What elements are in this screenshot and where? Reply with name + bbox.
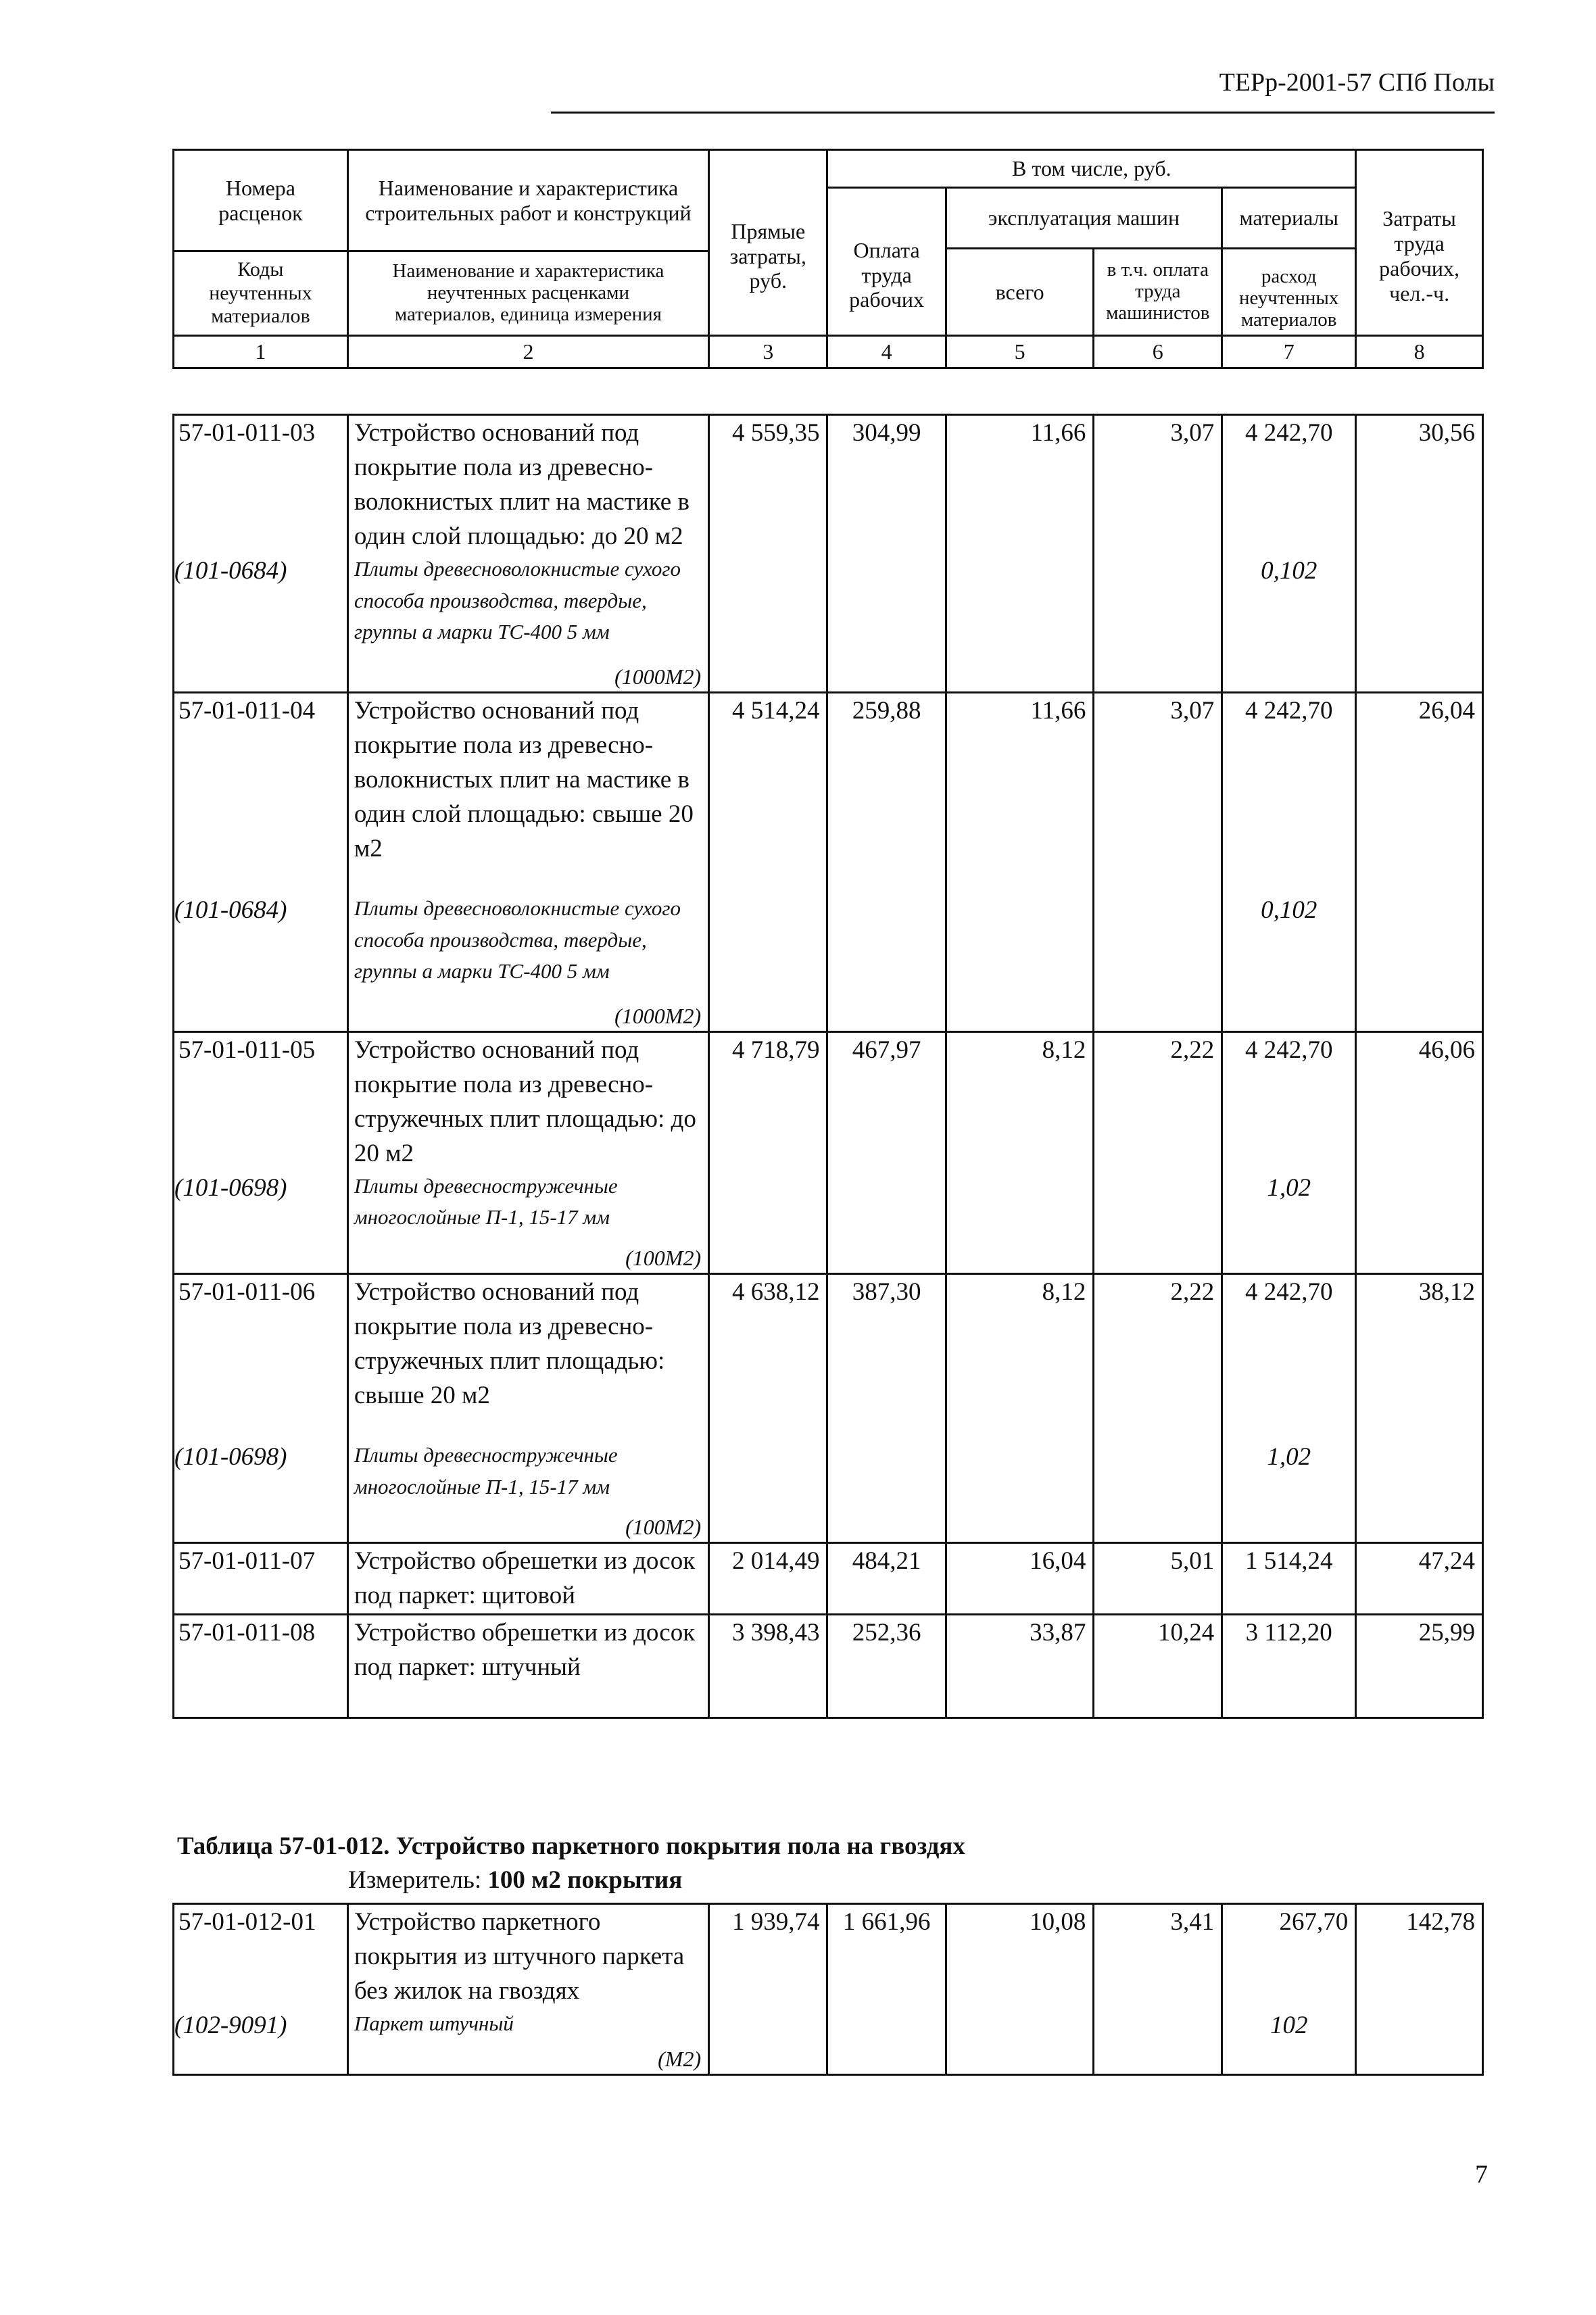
col2-header-bottom: Наименование и характеристика неучтенных расценками материалов, единица измерения bbox=[347, 251, 708, 336]
materials-cost: 4 242,70 bbox=[1222, 692, 1356, 866]
labor-pay: 484,21 bbox=[827, 1543, 946, 1614]
material-code: (101-0698) bbox=[174, 1413, 348, 1543]
rates-table-2 bbox=[172, 1903, 1484, 2076]
table-row bbox=[174, 1031, 1483, 1171]
col-number-6: 6 bbox=[1094, 336, 1222, 368]
materials-cost: 267,70 bbox=[1222, 1904, 1356, 2009]
direct-costs: 1 939,74 bbox=[709, 1904, 827, 2009]
material-row bbox=[174, 1171, 1483, 1274]
rate-code: 57-01-011-05 bbox=[174, 1031, 348, 1171]
machinists-pay: 3,41 bbox=[1094, 1904, 1222, 2009]
machines-total: 8,12 bbox=[946, 1031, 1094, 1171]
table-row bbox=[174, 1904, 1483, 2009]
material-row bbox=[174, 554, 1483, 692]
col-number-3: 3 bbox=[709, 336, 827, 368]
col8-header: Затраты труда рабочих, чел.-ч. bbox=[1356, 150, 1483, 336]
rate-name: Устройство оснований под покрытие пола из древесно-волокнистых плит на мастике в один слой площадью: до 20 м2 bbox=[347, 415, 708, 554]
including-group-header: В том числе, руб. bbox=[827, 150, 1356, 188]
col4-header: Оплата труда рабочих bbox=[827, 188, 946, 336]
labor-pay: 467,97 bbox=[827, 1031, 946, 1171]
rate-name: Устройство оснований под покрытие пола из древесно-стружечных плит площадью: до 20 м2 bbox=[347, 1031, 708, 1171]
col3-header: Прямые затраты, руб. bbox=[709, 150, 827, 336]
machines-total: 33,87 bbox=[946, 1614, 1094, 1717]
material-name: Паркет штучный bbox=[354, 2012, 514, 2036]
labor-hours: 26,04 bbox=[1356, 692, 1483, 866]
direct-costs: 4 514,24 bbox=[709, 692, 827, 866]
table-row bbox=[174, 692, 1483, 866]
document-title: ТЕРр-2001-57 СПб Полы bbox=[1219, 68, 1495, 97]
unit: (100М2) bbox=[625, 1515, 702, 1540]
table-row bbox=[174, 1543, 1483, 1614]
material-name: Плиты древесностружечные многослойные П-1, 15-17 мм bbox=[354, 1443, 618, 1498]
materials-group-header: материалы bbox=[1222, 188, 1356, 249]
machines-total: 8,12 bbox=[946, 1274, 1094, 1413]
machinists-pay: 2,22 bbox=[1094, 1274, 1222, 1413]
direct-costs: 4 638,12 bbox=[709, 1274, 827, 1413]
material-code: (101-0684) bbox=[174, 554, 348, 692]
machinists-pay: 10,24 bbox=[1094, 1614, 1222, 1717]
page-number: 7 bbox=[1475, 2160, 1488, 2189]
col6-header: в т.ч. оплата труда машинистов bbox=[1094, 249, 1222, 336]
meter-label: Измеритель: bbox=[348, 1866, 482, 1894]
labor-pay: 259,88 bbox=[827, 692, 946, 866]
column-header-table bbox=[172, 149, 1484, 369]
machines-group-header: эксплуатация машин bbox=[946, 188, 1222, 249]
col-number-4: 4 bbox=[827, 336, 946, 368]
machines-total: 10,08 bbox=[946, 1904, 1094, 2009]
material-name: Плиты древесноволокнистые сухого способа производства, твердые, группы а марки ТС-400 5 мм bbox=[354, 896, 681, 983]
machines-total: 11,66 bbox=[946, 415, 1094, 554]
table-title: Таблица 57-01-012. Устройство паркетного покрытия пола на гвоздях bbox=[177, 1832, 965, 1860]
material-row bbox=[174, 2008, 1483, 2074]
labor-hours: 38,12 bbox=[1356, 1274, 1483, 1413]
col5-header: всего bbox=[946, 249, 1094, 336]
col-number-7: 7 bbox=[1222, 336, 1356, 368]
meter-value: 100 м2 покрытия bbox=[487, 1866, 683, 1894]
col1-header-top: Номера расценок bbox=[174, 150, 348, 251]
machinists-pay: 2,22 bbox=[1094, 1031, 1222, 1171]
unit: (1000М2) bbox=[614, 1003, 702, 1028]
material-consumption: 1,02 bbox=[1222, 1413, 1356, 1543]
material-code: (101-0698) bbox=[174, 1171, 348, 1274]
unit: (100М2) bbox=[625, 1245, 702, 1270]
rate-code: 57-01-011-03 bbox=[174, 415, 348, 554]
table-row bbox=[174, 415, 1483, 554]
material-consumption: 0,102 bbox=[1222, 866, 1356, 1031]
direct-costs: 3 398,43 bbox=[709, 1614, 827, 1717]
materials-cost: 4 242,70 bbox=[1222, 1031, 1356, 1171]
table-row bbox=[174, 1614, 1483, 1717]
rate-name: Устройство оснований под покрытие пола из древесно-волокнистых плит на мастике в один слой площадью: свыше 20 м2 bbox=[347, 692, 708, 866]
material-consumption: 0,102 bbox=[1222, 554, 1356, 692]
col-number-2: 2 bbox=[347, 336, 708, 368]
material-row bbox=[174, 1413, 1483, 1543]
rates-table bbox=[172, 414, 1484, 1719]
labor-pay: 1 661,96 bbox=[827, 1904, 946, 2009]
material-name: Плиты древесноволокнистые сухого способа производства, твердые, группы а марки ТС-400 5 мм bbox=[354, 557, 681, 644]
labor-hours: 25,99 bbox=[1356, 1614, 1483, 1717]
material-row bbox=[174, 866, 1483, 1031]
materials-cost: 3 112,20 bbox=[1222, 1614, 1356, 1717]
labor-hours: 46,06 bbox=[1356, 1031, 1483, 1171]
machinists-pay: 3,07 bbox=[1094, 692, 1222, 866]
labor-pay: 252,36 bbox=[827, 1614, 946, 1717]
material-consumption: 1,02 bbox=[1222, 1171, 1356, 1274]
rate-name: Устройство обрешетки из досок под паркет: щитовой bbox=[347, 1543, 708, 1614]
rate-code: 57-01-011-07 bbox=[174, 1543, 348, 1614]
col2-header-top: Наименование и характеристика строительных работ и конструкций bbox=[347, 150, 708, 251]
material-code: (102-9091) bbox=[174, 2008, 348, 2074]
rate-code: 57-01-011-06 bbox=[174, 1274, 348, 1413]
direct-costs: 2 014,49 bbox=[709, 1543, 827, 1614]
rate-name: Устройство обрешетки из досок под паркет: штучный bbox=[347, 1614, 708, 1717]
col-number-8: 8 bbox=[1356, 336, 1483, 368]
materials-cost: 4 242,70 bbox=[1222, 1274, 1356, 1413]
rate-name: Устройство оснований под покрытие пола из древесно-стружечных плит площадью: свыше 20 м2 bbox=[347, 1274, 708, 1413]
machinists-pay: 3,07 bbox=[1094, 415, 1222, 554]
material-consumption: 102 bbox=[1222, 2008, 1356, 2074]
col-number-1: 1 bbox=[174, 336, 348, 368]
rate-name: Устройство паркетного покрытия из штучного паркета без жилок на гвоздях bbox=[347, 1904, 708, 2009]
labor-hours: 30,56 bbox=[1356, 415, 1483, 554]
table-row bbox=[174, 1274, 1483, 1413]
col1-header-bottom: Коды неучтенных материалов bbox=[174, 251, 348, 336]
rate-code: 57-01-012-01 bbox=[174, 1904, 348, 2009]
materials-cost: 1 514,24 bbox=[1222, 1543, 1356, 1614]
material-name: Плиты древесностружечные многослойные П-1, 15-17 мм bbox=[354, 1173, 618, 1229]
unit: (1000М2) bbox=[614, 664, 702, 689]
labor-hours: 142,78 bbox=[1356, 1904, 1483, 2009]
direct-costs: 4 718,79 bbox=[709, 1031, 827, 1171]
meter-line bbox=[348, 1866, 682, 1895]
labor-pay: 387,30 bbox=[827, 1274, 946, 1413]
rate-code: 57-01-011-08 bbox=[174, 1614, 348, 1717]
machines-total: 16,04 bbox=[946, 1543, 1094, 1614]
rate-code: 57-01-011-04 bbox=[174, 692, 348, 866]
col7-header: расход неучтенных материалов bbox=[1222, 249, 1356, 336]
material-code: (101-0684) bbox=[174, 866, 348, 1031]
materials-cost: 4 242,70 bbox=[1222, 415, 1356, 554]
col-number-5: 5 bbox=[946, 336, 1094, 368]
machinists-pay: 5,01 bbox=[1094, 1543, 1222, 1614]
labor-hours: 47,24 bbox=[1356, 1543, 1483, 1614]
unit: (М2) bbox=[658, 2046, 702, 2071]
labor-pay: 304,99 bbox=[827, 415, 946, 554]
header-rule bbox=[551, 112, 1495, 114]
direct-costs: 4 559,35 bbox=[709, 415, 827, 554]
machines-total: 11,66 bbox=[946, 692, 1094, 866]
